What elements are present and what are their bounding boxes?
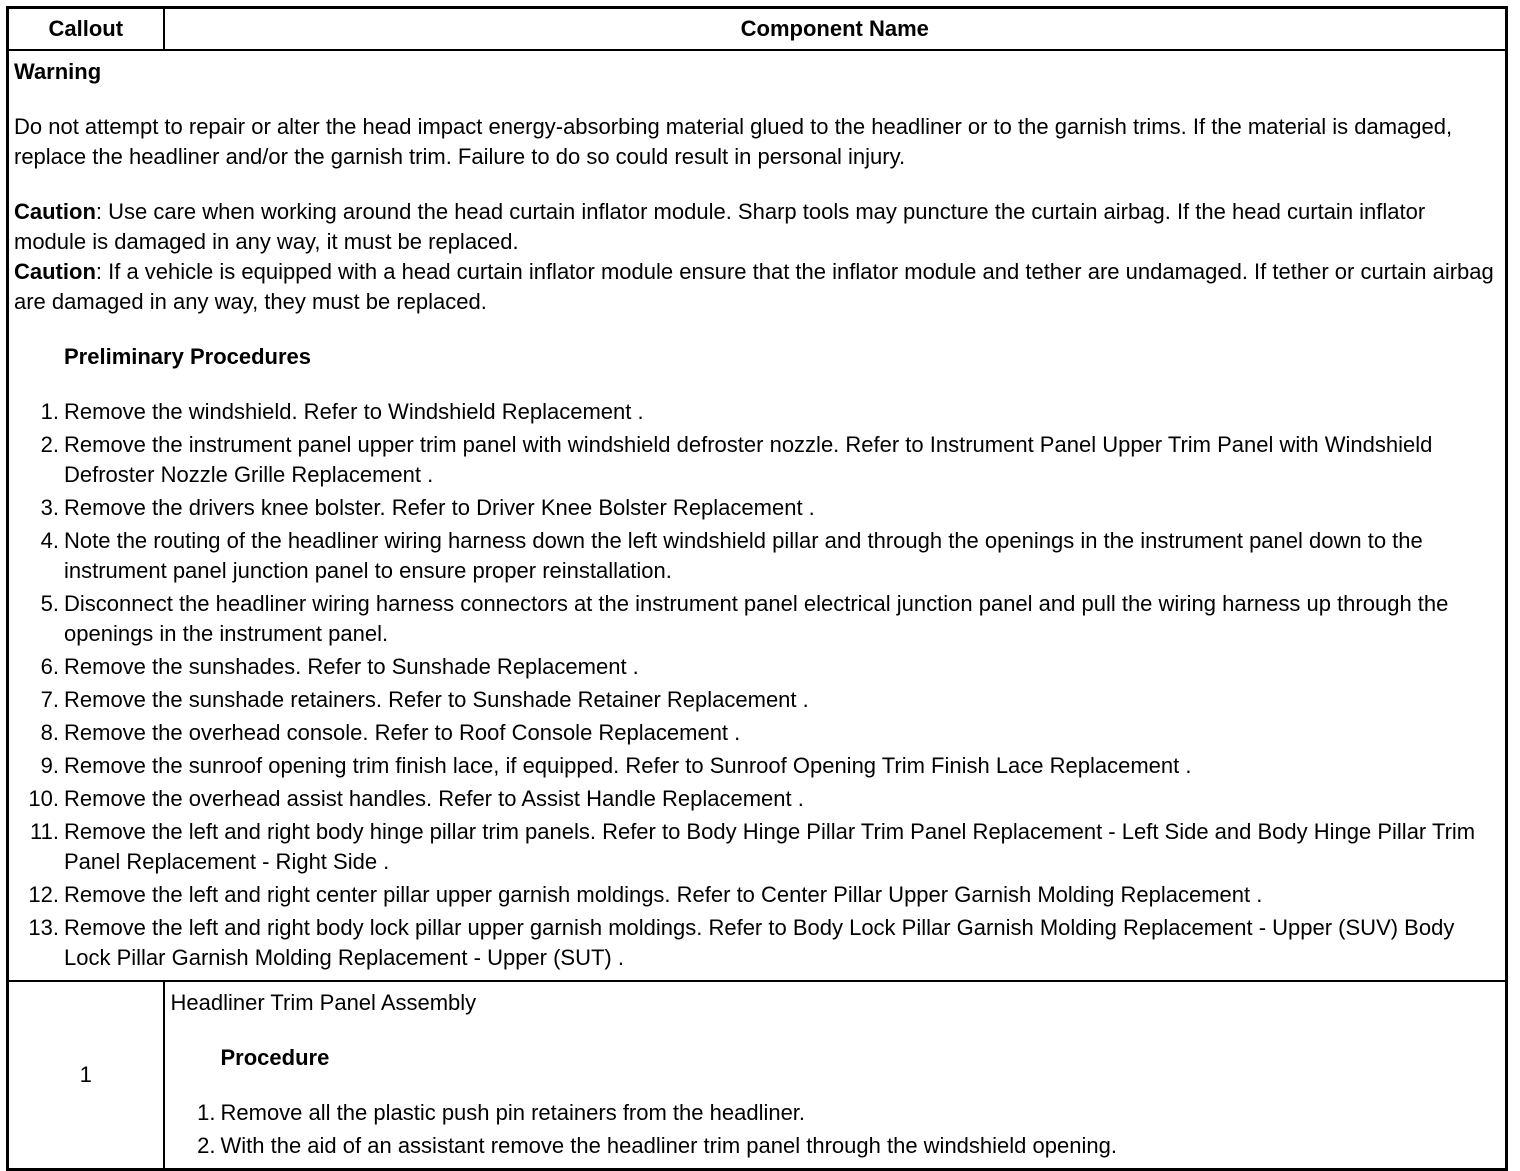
step-text: Remove all the plastic push pin retainers from the headliner. [220,1100,806,1125]
step-number: 6. [40,654,59,679]
step-12 [14,880,1499,910]
step-number: 3. [40,495,59,520]
proc-step-1 [171,1098,1500,1128]
step-number: 1. [197,1100,216,1125]
step-text: Remove the drivers knee bolster. Refer to Driver Knee Bolster Replacement . [64,495,815,520]
caution-2-label: Caution [14,259,96,284]
step-text: Disconnect the headliner wiring harness connectors at the instrument panel electrical junction panel and pull the wiring harness up through the openings in the instrument panel. [64,591,1449,646]
step-text: Note the routing of the headliner wiring harness down the left windshield pillar and through the openings in the instrument panel down to the instrument panel junction panel to ensure proper reinstallation. [64,528,1423,583]
step-10 [14,784,1499,814]
step-text: Remove the sunroof opening trim finish lace, if equipped. Refer to Sunroof Opening Trim Finish Lace Replacement . [64,753,1192,778]
component-callout: 1 [8,981,164,1170]
warning-text: Do not attempt to repair or alter the head impact energy-absorbing material glued to the headliner or to the garnish trims. If the material is damaged, replace the headliner and/or the garnish trim. Failure to do so could result in personal injury. [14,114,1453,169]
preliminary-cell [8,50,1507,981]
step-text: Remove the left and right center pillar upper garnish moldings. Refer to Center Pillar Upper Garnish Molding Replacement . [64,882,1263,907]
step-text: Remove the sunshades. Refer to Sunshade Replacement . [64,654,639,679]
step-number: 13. [28,915,59,940]
caution-2-text: : If a vehicle is equipped with a head curtain inflator module ensure that the inflator module and tether are undamaged. If tether or curtain airbag are damaged in any way, they must be replaced. [14,259,1494,314]
component-cell [164,981,1507,1170]
procedure-table [6,6,1508,1171]
warning-title: Warning [14,59,102,84]
step-text: Remove the left and right body lock pillar upper garnish moldings. Refer to Body Lock Pillar Garnish Molding Replacement - Upper (SUV) Body Lock Pillar Garnish Molding Replacement - Upper (SUT) . [64,915,1455,970]
procedure-title: Procedure [220,1045,330,1070]
step-number: 2. [197,1133,216,1158]
step-text: Remove the instrument panel upper trim panel with windshield defroster nozzle. Refer to Instrument Panel Upper Trim Panel with Windshield Defroster Nozzle Grille Replacement . [64,432,1433,487]
header-callout: Callout [8,8,164,51]
step-number: 10. [28,786,59,811]
caution-1-text: : Use care when working around the head curtain inflator module. Sharp tools may puncture the curtain airbag. If the head curtain inflator module is damaged in any way, it must be replaced. [14,199,1426,254]
proc-step-2 [171,1131,1500,1161]
step-1 [14,397,1499,427]
step-number: 4. [40,528,59,553]
step-number: 5. [40,591,59,616]
step-number: 9. [40,753,59,778]
step-5 [14,589,1499,649]
header-row [8,8,1507,51]
preliminary-steps [14,397,1499,973]
preliminary-title: Preliminary Procedures [64,344,312,369]
step-number: 1. [40,399,59,424]
step-8 [14,718,1499,748]
step-number: 7. [40,687,59,712]
step-text: Remove the overhead console. Refer to Roof Console Replacement . [64,720,741,745]
step-4 [14,526,1499,586]
caution-1 [14,197,1499,257]
step-text: Remove the overhead assist handles. Refer to Assist Handle Replacement . [64,786,804,811]
step-text: Remove the left and right body hinge pillar trim panels. Refer to Body Hinge Pillar Trim Panel Replacement - Left Side and Body Hinge Pillar Trim Panel Replacement - Right Side . [64,819,1476,874]
step-6 [14,652,1499,682]
step-number: 8. [40,720,59,745]
step-number: 11. [30,819,59,844]
step-3 [14,493,1499,523]
caution-2 [14,257,1499,317]
component-row [8,981,1507,1170]
procedure-steps [171,1098,1500,1161]
step-text: Remove the windshield. Refer to Windshield Replacement . [64,399,644,424]
step-text: With the aid of an assistant remove the headliner trim panel through the windshield opening. [220,1133,1117,1158]
step-13 [14,913,1499,973]
preliminary-row [8,50,1507,981]
step-7 [14,685,1499,715]
step-11 [14,817,1499,877]
step-number: 2. [40,432,59,457]
step-9 [14,751,1499,781]
step-number: 12. [28,882,59,907]
step-2 [14,430,1499,490]
step-text: Remove the sunshade retainers. Refer to Sunshade Retainer Replacement . [64,687,809,712]
component-name: Headliner Trim Panel Assembly [170,990,477,1015]
header-component-name: Component Name [164,8,1507,51]
caution-1-label: Caution [14,199,96,224]
